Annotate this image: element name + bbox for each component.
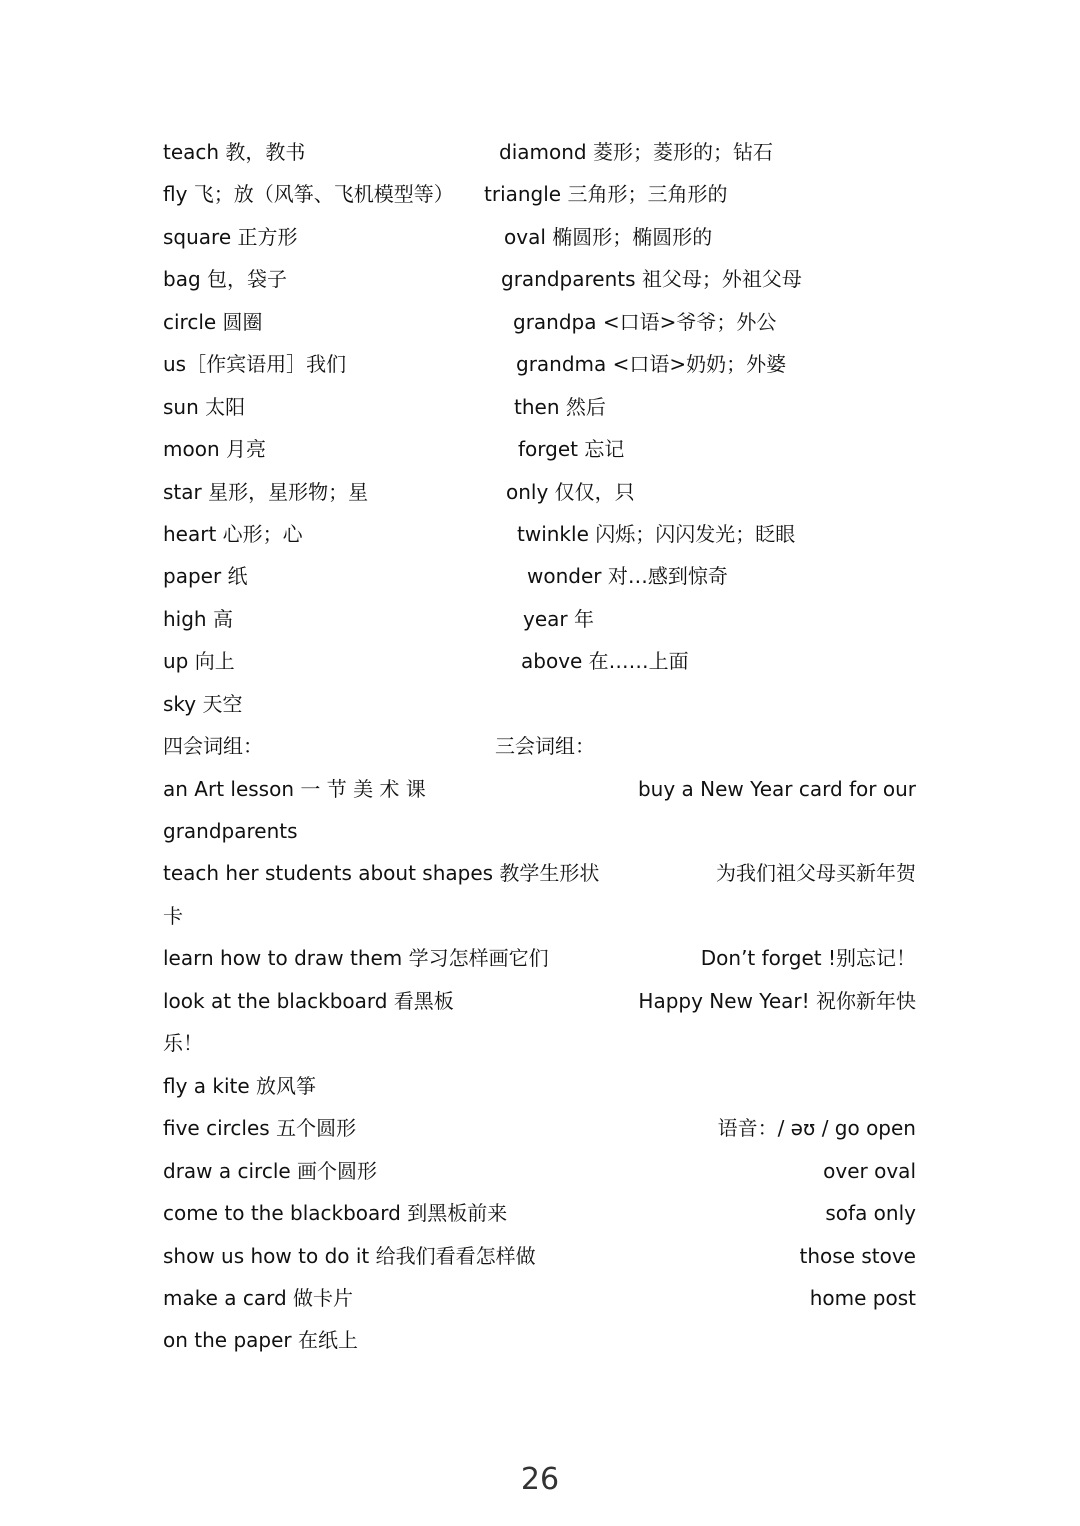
vocab-left-circle: circle 圆圈 xyxy=(163,310,263,334)
vocab-right-forget: forget 忘记 xyxy=(518,437,625,461)
vocab-right-grandma: grandma <口语>奶奶；外婆 xyxy=(516,352,787,376)
phrase-dont-forget: Don’t forget !别忘记！ xyxy=(700,946,916,970)
phrase-learn-draw: learn how to draw them 学习怎样画它们 xyxy=(163,946,549,970)
phonics-lead: 语音：/ əʊ / go open xyxy=(717,1116,916,1140)
vocab-right-above: above 在……上面 xyxy=(521,649,689,673)
vocab-right-year: year 年 xyxy=(523,607,594,631)
vocab-right-only: only 仅仅，只 xyxy=(506,480,635,504)
phrase-new-year-card: buy a New Year card for our xyxy=(637,777,916,801)
vocab-left-paper: paper 纸 xyxy=(163,564,248,588)
phrase-come-blackboard: come to the blackboard 到黑板前来 xyxy=(163,1201,508,1225)
vocab-right-diamond: diamond 菱形；菱形的；钻石 xyxy=(499,140,773,164)
phrase-make-card: make a card 做卡片 xyxy=(163,1286,354,1310)
phrase-grandparents-wrap: grandparents xyxy=(163,819,298,843)
vocab-right-wonder: wonder 对…感到惊奇 xyxy=(527,564,728,588)
vocab-left-sky: sky 天空 xyxy=(163,692,243,716)
vocab-left-fly: fly 飞；放（风筝、飞机模型等） xyxy=(163,182,454,206)
phrase-art-lesson: an Art lesson 一 节 美 术 课 xyxy=(163,777,426,801)
vocab-right-then: then 然后 xyxy=(514,395,606,419)
phrase-happy-wrap: 乐！ xyxy=(163,1031,203,1055)
heading-three-skill-phrases: 三会词组： xyxy=(495,734,595,758)
vocab-left-us: us［作宾语用］我们 xyxy=(163,352,347,376)
vocab-left-bag: bag 包，袋子 xyxy=(163,267,288,291)
vocab-left-up: up 向上 xyxy=(163,649,235,673)
page-number: 26 xyxy=(520,1462,560,1497)
phonics-row-those: those stove xyxy=(799,1244,916,1268)
phrase-look-blackboard: look at the blackboard 看黑板 xyxy=(163,989,454,1013)
phrase-on-paper: on the paper 在纸上 xyxy=(163,1328,358,1352)
phrase-teach-students: teach her students about shapes 教学生形状 xyxy=(163,861,600,885)
phrase-card-translation: 为我们祖父母买新年贺 xyxy=(716,861,916,885)
heading-four-skill-phrases: 四会词组： xyxy=(163,734,263,758)
vocab-left-teach: teach 教，教书 xyxy=(163,140,306,164)
vocab-left-heart: heart 心形；心 xyxy=(163,522,303,546)
phrase-draw-circle: draw a circle 画个圆形 xyxy=(163,1159,378,1183)
vocab-right-grandparents: grandparents 祖父母；外祖父母 xyxy=(501,267,802,291)
phonics-row-sofa: sofa only xyxy=(825,1201,916,1225)
phrase-five-circles: five circles 五个圆形 xyxy=(163,1116,357,1140)
vocab-left-moon: moon 月亮 xyxy=(163,437,266,461)
phonics-row-home: home post xyxy=(809,1286,916,1310)
vocab-left-square: square 正方形 xyxy=(163,225,298,249)
vocab-left-star: star 星形，星形物；星 xyxy=(163,480,369,504)
phrase-card-wrap: 卡 xyxy=(163,904,183,928)
phrase-show-us: show us how to do it 给我们看看怎样做 xyxy=(163,1244,536,1268)
vocab-right-twinkle: twinkle 闪烁；闪闪发光；眨眼 xyxy=(517,522,796,546)
vocab-left-sun: sun 太阳 xyxy=(163,395,246,419)
phrase-happy-new-year: Happy New Year! 祝你新年快 xyxy=(638,989,916,1013)
phonics-row-over: over oval xyxy=(823,1159,916,1183)
vocab-left-high: high 高 xyxy=(163,607,233,631)
vocab-right-grandpa: grandpa <口语>爷爷；外公 xyxy=(513,310,777,334)
phrase-fly-kite: fly a kite 放风筝 xyxy=(163,1074,317,1098)
vocab-right-triangle: triangle 三角形；三角形的 xyxy=(484,182,728,206)
vocab-right-oval: oval 椭圆形；椭圆形的 xyxy=(504,225,713,249)
